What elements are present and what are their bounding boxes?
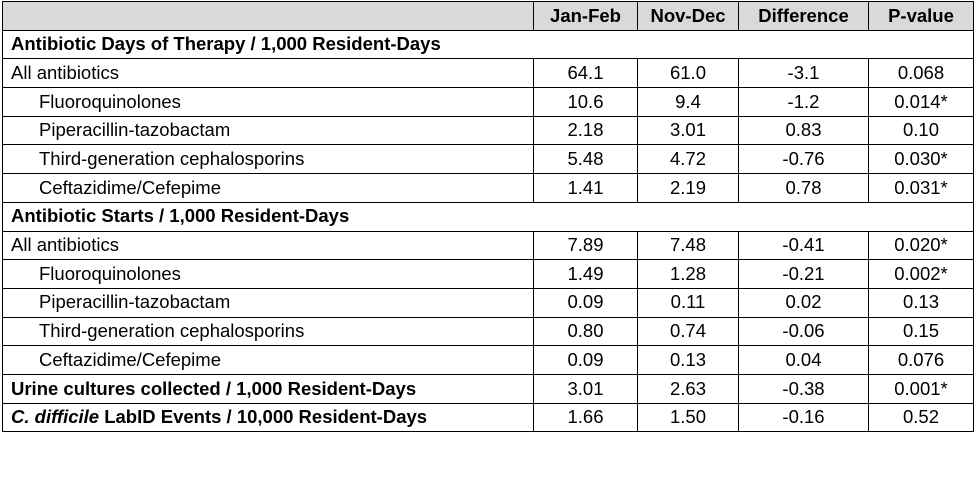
row-label: Fluoroquinolones xyxy=(3,260,534,289)
section-filler xyxy=(534,202,974,231)
header-jan-feb: Jan-Feb xyxy=(534,2,638,31)
cell-difference: -0.06 xyxy=(739,317,869,346)
row-label: Ceftazidime/Cefepime xyxy=(3,346,534,375)
table-row xyxy=(3,346,974,375)
cell-nov-dec: 2.19 xyxy=(638,174,739,203)
cell-p-value: 0.13 xyxy=(869,288,974,317)
header-blank-cell xyxy=(3,2,534,31)
cell-difference: -3.1 xyxy=(739,59,869,88)
table-row xyxy=(3,145,974,174)
row-label: Third-generation cephalosporins xyxy=(3,145,534,174)
section-header-row xyxy=(3,30,974,59)
cell-nov-dec: 2.63 xyxy=(638,374,739,403)
cell-difference: -0.38 xyxy=(739,374,869,403)
cell-difference: 0.83 xyxy=(739,116,869,145)
cell-jan-feb: 0.09 xyxy=(534,346,638,375)
cell-p-value: 0.014* xyxy=(869,88,974,117)
table-row xyxy=(3,116,974,145)
table-row xyxy=(3,260,974,289)
header-p-value: P-value xyxy=(869,2,974,31)
cell-nov-dec: 61.0 xyxy=(638,59,739,88)
cell-p-value: 0.001* xyxy=(869,374,974,403)
cell-p-value: 0.10 xyxy=(869,116,974,145)
cell-nov-dec: 0.13 xyxy=(638,346,739,375)
cell-jan-feb: 1.66 xyxy=(534,403,638,432)
cell-difference: 0.04 xyxy=(739,346,869,375)
table-row-cdiff xyxy=(3,403,974,432)
cell-jan-feb: 10.6 xyxy=(534,88,638,117)
cell-p-value: 0.002* xyxy=(869,260,974,289)
section-filler xyxy=(534,30,974,59)
row-label-rest: LabID Events / 10,000 Resident-Days xyxy=(99,406,428,428)
cell-p-value: 0.15 xyxy=(869,317,974,346)
cell-difference: -0.21 xyxy=(739,260,869,289)
cell-jan-feb: 1.49 xyxy=(534,260,638,289)
header-row xyxy=(3,2,974,31)
cell-difference: 0.02 xyxy=(739,288,869,317)
cell-p-value: 0.068 xyxy=(869,59,974,88)
cell-difference: -1.2 xyxy=(739,88,869,117)
cell-difference: -0.41 xyxy=(739,231,869,260)
table-row-urine-cultures xyxy=(3,374,974,403)
cell-p-value: 0.076 xyxy=(869,346,974,375)
section-title: Antibiotic Starts / 1,000 Resident-Days xyxy=(3,202,534,231)
cell-difference: 0.78 xyxy=(739,174,869,203)
cell-nov-dec: 1.28 xyxy=(638,260,739,289)
table-row xyxy=(3,231,974,260)
cell-jan-feb: 3.01 xyxy=(534,374,638,403)
section-title: Antibiotic Days of Therapy / 1,000 Resident-Days xyxy=(3,30,534,59)
row-label: Urine cultures collected / 1,000 Resident-Days xyxy=(3,374,534,403)
cell-jan-feb: 0.80 xyxy=(534,317,638,346)
cell-difference: -0.76 xyxy=(739,145,869,174)
table-row xyxy=(3,88,974,117)
cell-p-value: 0.52 xyxy=(869,403,974,432)
table-row xyxy=(3,174,974,203)
cell-nov-dec: 0.74 xyxy=(638,317,739,346)
cell-nov-dec: 0.11 xyxy=(638,288,739,317)
cell-jan-feb: 2.18 xyxy=(534,116,638,145)
row-label xyxy=(3,403,534,432)
cell-p-value: 0.031* xyxy=(869,174,974,203)
row-label: Ceftazidime/Cefepime xyxy=(3,174,534,203)
cell-p-value: 0.030* xyxy=(869,145,974,174)
cell-nov-dec: 7.48 xyxy=(638,231,739,260)
header-difference: Difference xyxy=(739,2,869,31)
table-row xyxy=(3,59,974,88)
row-label-italic: C. difficile xyxy=(11,406,100,428)
row-label: Fluoroquinolones xyxy=(3,88,534,117)
cell-nov-dec: 1.50 xyxy=(638,403,739,432)
cell-nov-dec: 9.4 xyxy=(638,88,739,117)
cell-jan-feb: 1.41 xyxy=(534,174,638,203)
section-header-row xyxy=(3,202,974,231)
row-label: Piperacillin-tazobactam xyxy=(3,116,534,145)
cell-nov-dec: 4.72 xyxy=(638,145,739,174)
table-row xyxy=(3,288,974,317)
cell-difference: -0.16 xyxy=(739,403,869,432)
cell-p-value: 0.020* xyxy=(869,231,974,260)
row-label: All antibiotics xyxy=(3,231,534,260)
table-row xyxy=(3,317,974,346)
row-label: All antibiotics xyxy=(3,59,534,88)
row-label: Third-generation cephalosporins xyxy=(3,317,534,346)
cell-jan-feb: 64.1 xyxy=(534,59,638,88)
cell-nov-dec: 3.01 xyxy=(638,116,739,145)
results-table xyxy=(2,1,974,432)
cell-jan-feb: 7.89 xyxy=(534,231,638,260)
cell-jan-feb: 5.48 xyxy=(534,145,638,174)
row-label: Piperacillin-tazobactam xyxy=(3,288,534,317)
header-nov-dec: Nov-Dec xyxy=(638,2,739,31)
cell-jan-feb: 0.09 xyxy=(534,288,638,317)
